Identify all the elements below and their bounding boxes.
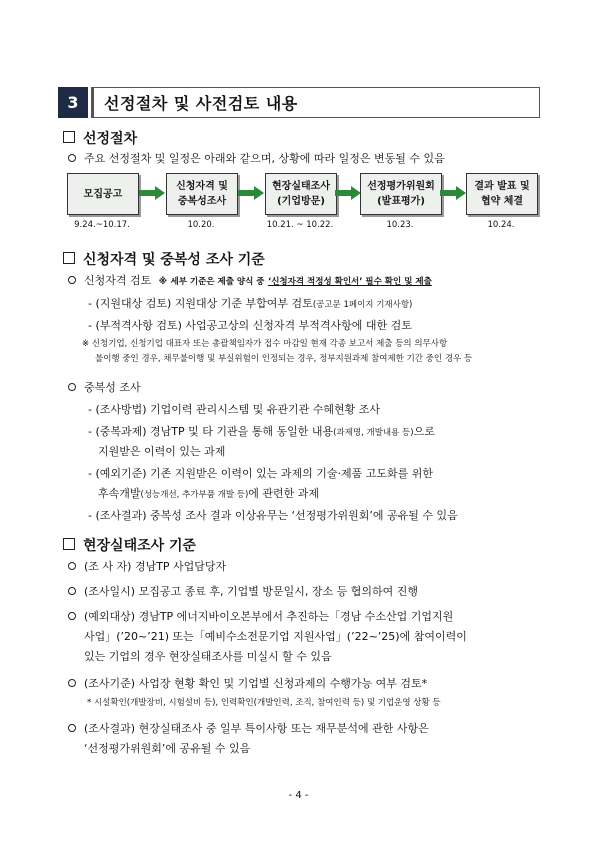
circle-bullet-icon xyxy=(68,679,76,687)
list-item: - (조사결과) 중복성 조사 결과 이상유무는 ‘선정평가위원회’에 공유될 수 있음 xyxy=(88,509,458,522)
eligibility-check: 신청자격 검토 ※ 세부 기준은 제출 양식 중 ‘신청자격 적정성 확인서’ 필수 확인 및 제출 xyxy=(68,274,432,289)
circle-bullet-icon xyxy=(68,383,76,391)
field-item-continuation: 있는 기업의 경우 현장실태조사를 미실시 할 수 있음 xyxy=(84,650,332,663)
arrow-right-icon xyxy=(139,186,165,200)
section-number: 3 xyxy=(58,87,88,118)
list-item: - (예외기준) 기존 지원받은 이력이 있는 과제의 기술·제품 고도화를 위한 xyxy=(88,467,434,480)
flow-step: 현장실태조사 (기업방문) xyxy=(265,173,337,215)
arrow-right-icon xyxy=(440,186,466,200)
square-bullet-icon xyxy=(63,538,75,550)
field-item-continuation: ‘선정평가위원회’에 공유될 수 있음 xyxy=(84,742,251,755)
field-item: (조 사 자) 경남TP 사업담당자 xyxy=(68,560,226,574)
field-item: (조사일시) 모집공고 종료 후, 기업별 방문일시, 장소 등 협의하여 진행 xyxy=(68,585,418,599)
list-item: - (부적격사항 검토) 사업공고상의 신청자격 부적격사항에 대한 검토 xyxy=(88,319,412,332)
procedure-intro: 주요 선정절차 및 일정은 아래와 같으며, 상황에 따라 일정은 변동될 수 있음 xyxy=(68,152,445,166)
duplication-check: 중복성 조사 xyxy=(68,381,141,395)
step-date: 10.21. ~ 10.22. xyxy=(266,220,334,230)
section-header xyxy=(58,87,540,118)
list-item: - (조사방법) 기업이력 관리시스템 및 유관기관 수혜현황 조사 xyxy=(88,403,381,416)
arrow-right-icon xyxy=(335,186,361,200)
circle-bullet-icon xyxy=(68,587,76,595)
list-item: - (지원대상 검토) 지원대상 기준 부합여부 검토(공고문 1페이지 기재사항) xyxy=(88,297,413,310)
field-item: (조사기준) 사업장 현황 확인 및 기업별 신청과제의 수행가능 여부 검토* xyxy=(68,677,427,691)
field-item: (조사결과) 현장실태조사 중 일부 특이사항 또는 재무분석에 관한 사항은 xyxy=(68,722,429,736)
circle-bullet-icon xyxy=(68,612,76,620)
flow-step: 선정평가위원회 (발표평가) xyxy=(360,173,442,215)
note-text: 불이행 중인 경우, 채무불이행 및 부실위험이 인정되는 경우, 정부지원과제 참여제한 기간 중인 경우 등 xyxy=(95,354,473,364)
list-item-continuation: 지원받은 이력이 있는 과제 xyxy=(98,445,226,458)
note-text: ※ 신청기업, 신청기업 대표자 또는 총괄책임자가 접수 마감일 현재 각종 보고서 제출 등의 의무사항 xyxy=(82,339,448,349)
step-date: 10.20. xyxy=(187,220,215,230)
page-number: - 4 - xyxy=(288,790,309,801)
flow-step: 신청자격 및 중복성조사 xyxy=(166,173,238,215)
list-item-continuation: 후속개발(성능개선, 추가부품 개발 등)에 관련한 과제 xyxy=(98,487,320,500)
note-text: * 시설확인(개발장비, 시험설비 등), 인력확인(개발인력, 조직, 참여인력 등) 및 기업운영 상황 등 xyxy=(87,698,441,708)
field-heading: 현장실태조사 기준 xyxy=(63,535,196,555)
circle-bullet-icon xyxy=(68,276,76,284)
circle-bullet-icon xyxy=(68,724,76,732)
field-item: (예외대상) 경남TP 에너지바이오본부에서 추진하는「경남 수소산업 기업지원 xyxy=(68,610,453,624)
flow-step: 결과 발표 및 협약 체결 xyxy=(466,173,538,215)
step-date: 9.24.~10.17. xyxy=(74,220,130,230)
flow-step: 모집공고 xyxy=(67,173,139,215)
field-item-continuation: 사업」(’20~’21) 또는「예비수소전문기업 지원사업」(’22~’25)에 참여이력이 xyxy=(84,630,467,643)
arrow-right-icon xyxy=(238,186,264,200)
step-date: 10.24. xyxy=(487,220,515,230)
circle-bullet-icon xyxy=(68,154,76,162)
circle-bullet-icon xyxy=(68,562,76,570)
section-title: 선정절차 및 사전검토 내용 xyxy=(91,87,540,118)
procedure-heading: 선정절차 xyxy=(63,128,137,148)
square-bullet-icon xyxy=(63,131,75,143)
eligibility-heading: 신청자격 및 중복성 조사 기준 xyxy=(63,249,265,269)
step-date: 10.23. xyxy=(386,220,414,230)
list-item: - (중복과제) 경남TP 및 타 기관을 통해 동일한 내용(과제명, 개발내용 등)으로 xyxy=(88,425,435,438)
square-bullet-icon xyxy=(63,252,75,264)
